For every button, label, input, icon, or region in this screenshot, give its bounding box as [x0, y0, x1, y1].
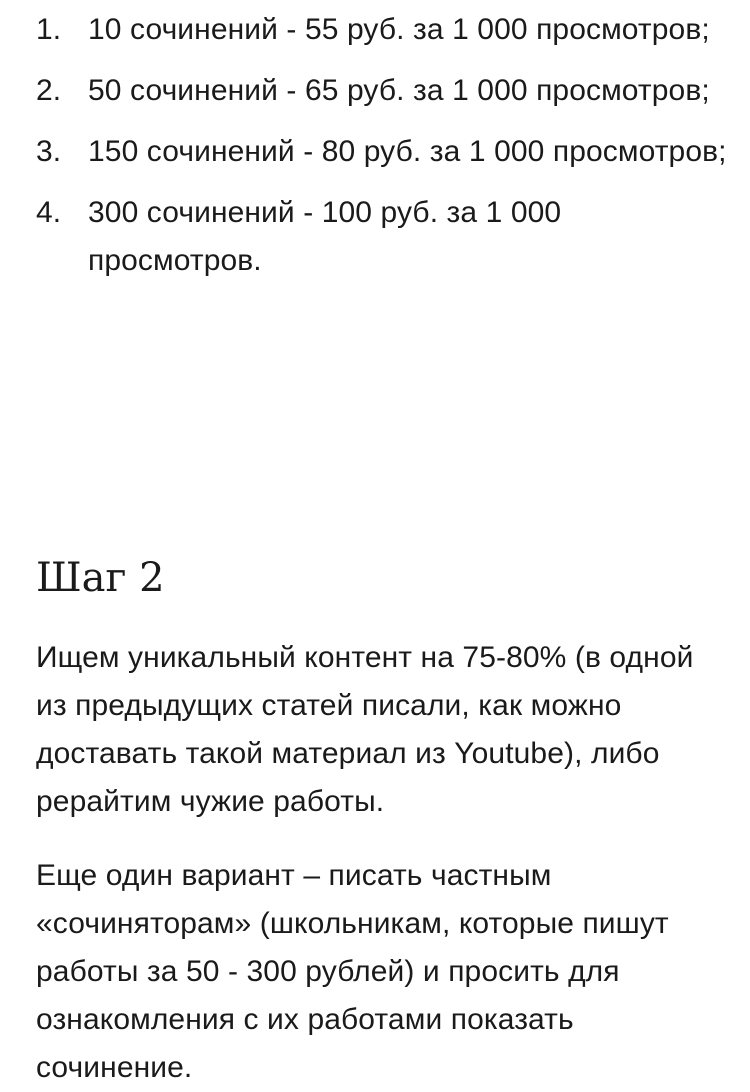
body-paragraph: Еще один вариант – писать частным «сочиняторам» (школьникам, которые пишут работы за 50 - 300 рублей) и просить для ознакомления с их работами показать сочинение. [36, 859, 669, 1084]
price-list-item [0, 67, 750, 115]
list-item-text: 50 сочинений - 65 руб. за 1 000 просмотров; [88, 74, 710, 107]
list-item-number: 4. [36, 196, 62, 229]
price-list [0, 6, 750, 298]
price-list-item [0, 6, 750, 54]
list-item-number: 3. [36, 135, 62, 168]
list-item-text: 10 сочинений - 55 руб. за 1 000 просмотров; [88, 13, 710, 46]
list-item-text: 300 сочинений - 100 руб. за 1 000 просмотров. [88, 196, 562, 277]
list-item-number: 1. [36, 13, 62, 46]
list-item-text: 150 сочинений - 80 руб. за 1 000 просмотров; [88, 135, 727, 168]
list-item-number: 2. [36, 74, 62, 107]
price-list-item [0, 189, 750, 285]
price-list-item [0, 128, 750, 176]
body-paragraph: Ищем уникальный контент на 75-80% (в одной из предыдущих статей писали, как можно доставать такой материал из Youtube), либо рерайтим чужие работы. [36, 641, 694, 818]
section-heading: Шаг 2 [36, 555, 165, 601]
